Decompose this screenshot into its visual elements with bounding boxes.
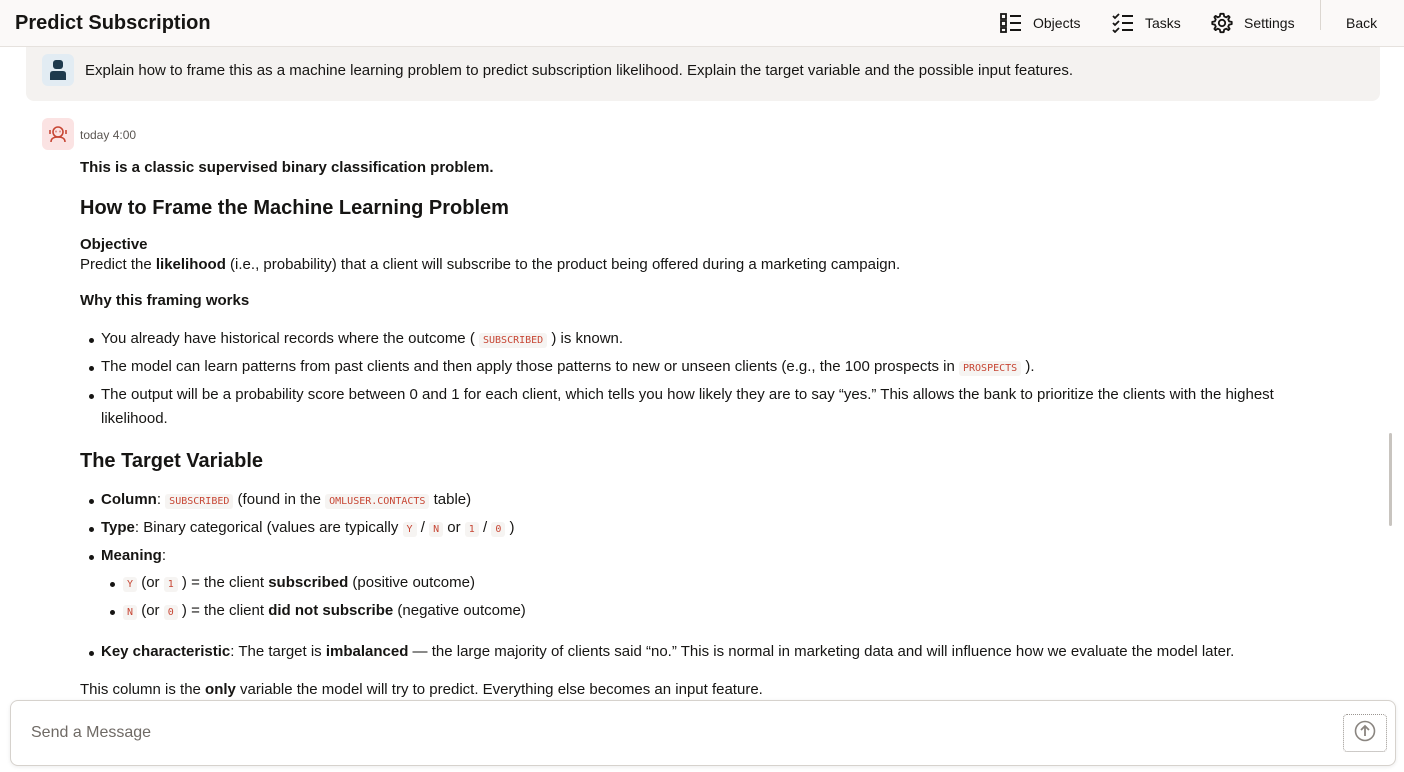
bullet-dot bbox=[89, 527, 94, 532]
page-title: Predict Subscription bbox=[15, 12, 211, 34]
text-run: variable the model will try to predict. Everything else becomes an input feature. bbox=[235, 681, 763, 698]
objective-label: Objective bbox=[80, 236, 148, 253]
nav-settings-button[interactable] bbox=[1211, 0, 1295, 46]
back-button[interactable] bbox=[1346, 0, 1377, 46]
gear-icon bbox=[1211, 12, 1233, 34]
text-run: (positive outcome) bbox=[348, 574, 475, 591]
code-value: 0 bbox=[491, 522, 505, 537]
bullet-dot bbox=[89, 366, 94, 371]
app-header bbox=[0, 0, 1404, 47]
text-run: / bbox=[478, 519, 492, 536]
text-run: Predict the bbox=[80, 256, 156, 273]
code-subscribed: SUBSCRIBED bbox=[165, 494, 233, 509]
text-bold: subscribed bbox=[268, 574, 349, 591]
text-run: : Binary categorical (values are typically bbox=[134, 519, 403, 536]
list-item bbox=[101, 356, 1035, 380]
tasks-checklist-icon bbox=[1112, 13, 1134, 33]
text-run: (found in the bbox=[233, 491, 326, 508]
message-composer bbox=[10, 700, 1396, 766]
nav-tasks-button[interactable] bbox=[1112, 0, 1181, 46]
text-run: ). bbox=[1021, 358, 1035, 375]
send-button[interactable] bbox=[1343, 714, 1387, 752]
text-run: or bbox=[443, 519, 465, 536]
objects-list-icon bbox=[1000, 13, 1022, 33]
text-bold: imbalanced bbox=[325, 643, 409, 660]
arrow-up-circle-icon bbox=[1354, 720, 1376, 747]
closing-paragraph bbox=[80, 679, 763, 699]
code-subscribed: SUBSCRIBED bbox=[479, 333, 547, 348]
header-divider bbox=[1320, 0, 1321, 30]
text-bold: Key characteristic bbox=[101, 643, 231, 660]
code-prospects: PROSPECTS bbox=[959, 361, 1021, 376]
nav-settings-label: Settings bbox=[1244, 15, 1295, 31]
bullet-dot bbox=[110, 582, 115, 587]
list-item bbox=[101, 328, 623, 352]
why-label: Why this framing works bbox=[80, 292, 250, 309]
list-item-type bbox=[101, 517, 515, 541]
text-bold: likelihood bbox=[155, 256, 226, 273]
text-run: You already have historical records where the outcome ( bbox=[101, 330, 479, 347]
code-value: 1 bbox=[465, 522, 479, 537]
code-value: 1 bbox=[164, 577, 178, 592]
robot-icon bbox=[42, 118, 74, 150]
user-icon bbox=[42, 54, 74, 86]
code-value: 0 bbox=[164, 605, 178, 620]
nav-objects-button[interactable] bbox=[1000, 0, 1080, 46]
scrollbar-thumb[interactable] bbox=[1389, 433, 1392, 526]
code-table-name: OMLUSER.CONTACTS bbox=[325, 494, 429, 509]
text-run: This column is the bbox=[80, 681, 206, 698]
meaning-item: N (or 0 ) = the client did not subscribe (negative outcome) bbox=[123, 600, 526, 624]
text-run: ) bbox=[505, 519, 515, 536]
message-timestamp: today 4:00 bbox=[80, 128, 137, 142]
text-bold: Type bbox=[101, 519, 135, 536]
list-item-key bbox=[101, 641, 1234, 663]
text-run: table) bbox=[429, 491, 472, 508]
text-run: = the client bbox=[186, 574, 269, 591]
text-run: — the large majority of clients said “no.” This is normal in marketing data and will influence how we evaluate the model later. bbox=[408, 643, 1235, 660]
text-run: (i.e., probability) that a client will subscribe to the product being offered during a marketing campaign. bbox=[225, 256, 901, 273]
text-bold: did not subscribe bbox=[268, 602, 394, 619]
text-run: : The target is bbox=[230, 643, 326, 660]
text-run: = the client bbox=[186, 602, 269, 619]
text-run: The model can learn patterns from past clients and then apply those patterns to new or unseen clients (e.g., the 100 prospects in bbox=[101, 358, 959, 375]
bullet-dot bbox=[89, 499, 94, 504]
text-run: (negative outcome) bbox=[393, 602, 526, 619]
nav-tasks-label: Tasks bbox=[1145, 15, 1181, 31]
user-message-text: Explain how to frame this as a machine learning problem to predict subscription likelihood. Explain the target variable and the possible input features. bbox=[85, 62, 1074, 79]
message-input[interactable] bbox=[31, 721, 1331, 745]
bullet-dot bbox=[89, 338, 94, 343]
back-label: Back bbox=[1346, 15, 1378, 31]
text-run: ) is known. bbox=[547, 330, 624, 347]
user-message bbox=[26, 47, 1380, 101]
bullet-dot bbox=[89, 555, 94, 560]
bullet-dot bbox=[89, 394, 94, 399]
text-bold: Meaning bbox=[101, 547, 162, 564]
section-heading-target: The Target Variable bbox=[80, 450, 264, 472]
section-heading-frame: How to Frame the Machine Learning Problem bbox=[80, 197, 509, 219]
text-bold: Column bbox=[101, 491, 157, 508]
objective-text bbox=[80, 254, 900, 276]
code-value: Y bbox=[123, 577, 137, 592]
list-item-column: Column: SUBSCRIBED (found in the OMLUSER.CONTACTS table) bbox=[101, 491, 472, 508]
code-value: Y bbox=[403, 522, 417, 537]
meaning-item: Y (or 1 ) = the client subscribed (positive outcome) bbox=[123, 572, 475, 596]
text-run: / bbox=[416, 519, 430, 536]
code-value: N bbox=[123, 605, 137, 620]
code-value: N bbox=[429, 522, 443, 537]
nav-objects-label: Objects bbox=[1033, 15, 1081, 31]
list-item-meaning: Meaning: bbox=[101, 547, 167, 564]
answer-intro: This is a classic supervised binary classification problem. bbox=[80, 159, 494, 176]
chat-transcript[interactable] bbox=[0, 47, 1404, 699]
list-item-continuation: likelihood. bbox=[101, 410, 168, 427]
list-item: The output will be a probability score between 0 and 1 for each client, which tells you how likely they are to say “yes.” This allows the bank to prioritize the clients with the highest bbox=[101, 386, 1274, 403]
bullet-dot bbox=[110, 610, 115, 615]
bullet-dot bbox=[89, 651, 94, 656]
text-bold: only bbox=[205, 681, 236, 698]
